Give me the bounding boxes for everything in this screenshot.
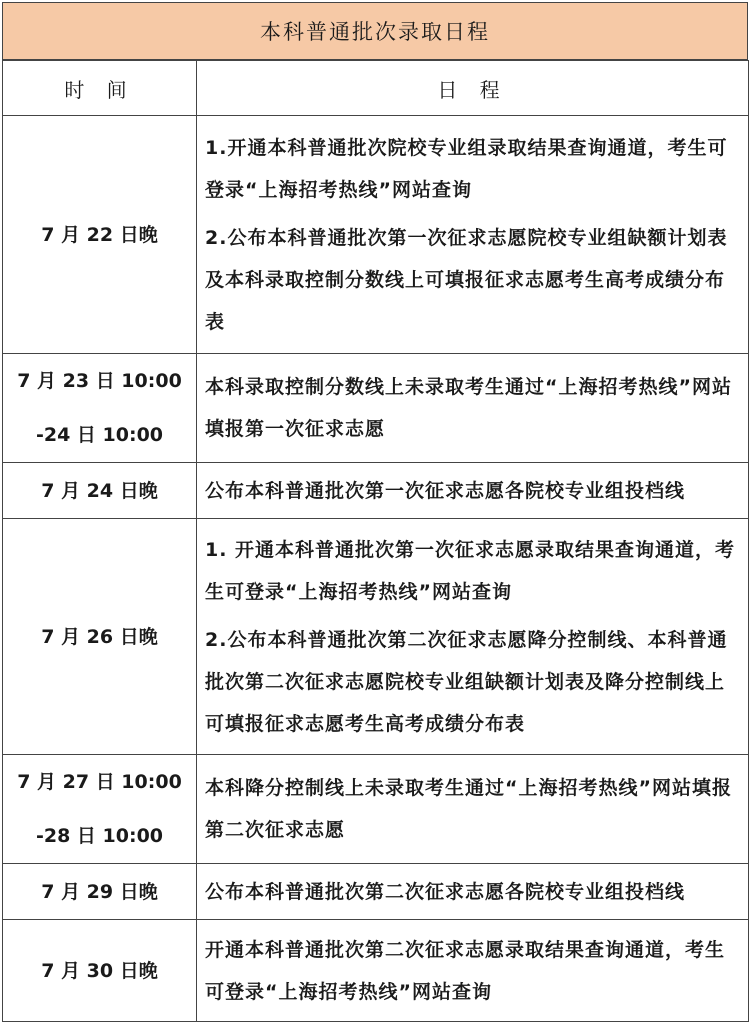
schedule-item: 开通本科普通批次第二次征求志愿录取结果查询通道，考生可登录“上海招考热线”网站查询 — [205, 938, 726, 1003]
header-schedule: 日 程 — [197, 61, 749, 116]
header-row — [3, 61, 749, 116]
time-cell — [3, 755, 197, 864]
time-text: 7 月 27 日 10:00 — [17, 771, 182, 793]
time-cell — [3, 864, 197, 920]
schedule-item: 公布本科普通批次第二次征求志愿各院校专业组投档线 — [205, 880, 686, 903]
time-cell — [3, 463, 197, 519]
schedule-item: 本科降分控制线上未录取考生通过“上海招考热线”网站填报第二次征求志愿 — [205, 777, 732, 841]
table-row — [3, 755, 749, 864]
schedule-cell — [197, 463, 749, 519]
schedule-item: 本科录取控制分数线上未录取考生通过“上海招考热线”网站填报第一次征求志愿 — [205, 376, 732, 440]
schedule-cell — [197, 116, 749, 354]
time-text: 7 月 22 日晚 — [41, 223, 158, 246]
time-text: 7 月 29 日晚 — [41, 880, 158, 903]
header-time: 时 间 — [3, 61, 197, 116]
table-row — [3, 519, 749, 755]
schedule-cell — [197, 519, 749, 755]
time-cell — [3, 354, 197, 463]
table-row — [3, 864, 749, 920]
time-cell — [3, 519, 197, 755]
schedule-cell — [197, 755, 749, 864]
schedule-sheet — [2, 2, 748, 1022]
time-text: 7 月 26 日晚 — [41, 625, 158, 648]
time-text: 7 月 30 日晚 — [41, 959, 158, 982]
time-cell — [3, 116, 197, 354]
schedule-cell — [197, 354, 749, 463]
time-cell — [3, 920, 197, 1022]
table-row — [3, 116, 749, 354]
schedule-item: 1.开通本科普通批次院校专业组录取结果查询通道，考生可登录“上海招考热线”网站查询 — [205, 136, 728, 201]
schedule-item: 公布本科普通批次第一次征求志愿各院校专业组投档线 — [205, 479, 686, 502]
schedule-cell — [197, 864, 749, 920]
time-text: -24 日 10:00 — [35, 424, 164, 446]
schedule-table — [2, 60, 749, 1022]
table-title-text: 本科普通批次录取日程 — [260, 20, 490, 44]
time-text: 7 月 23 日 10:00 — [17, 370, 182, 392]
table-row — [3, 920, 749, 1022]
table-row — [3, 354, 749, 463]
schedule-item: 1. 开通本科普通批次第一次征求志愿录取结果查询通道，考生可登录“上海招考热线”网站查询 — [205, 538, 736, 603]
schedule-cell — [197, 920, 749, 1022]
schedule-item: 2.公布本科普通批次第一次征求志愿院校专业组缺额计划表及本科录取控制分数线上可填报征求志愿考生高考成绩分布表 — [205, 226, 728, 333]
table-row — [3, 463, 749, 519]
time-text: -28 日 10:00 — [35, 825, 164, 847]
schedule-item: 2.公布本科普通批次第二次征求志愿降分控制线、本科普通批次第二次征求志愿院校专业组缺额计划表及降分控制线上可填报征求志愿考生高考成绩分布表 — [205, 628, 728, 735]
table-title — [2, 2, 748, 60]
time-text: 7 月 24 日晚 — [41, 479, 158, 502]
